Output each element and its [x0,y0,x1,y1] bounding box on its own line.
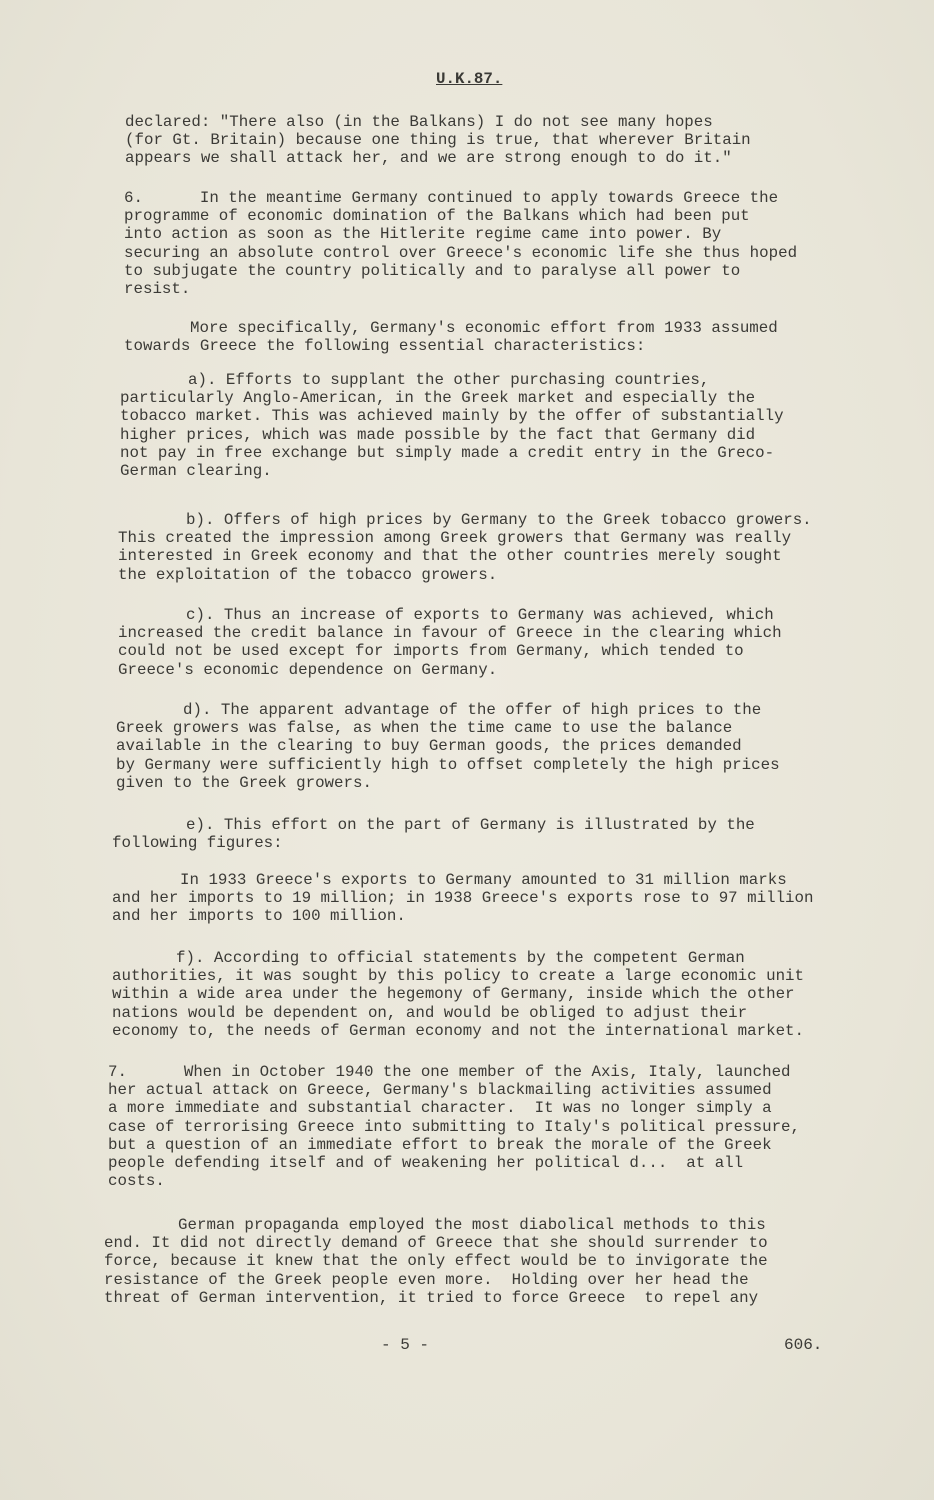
paragraph-item-b-line: interested in Greek economy and that the other countries merely sought [118,547,782,566]
paragraph-item-f-line: economy to, the needs of German economy and not the international market. [112,1021,805,1040]
paragraph-propaganda-line: resistance of the Greek people even more. Holding over her head the [104,1270,749,1289]
paragraph-item-b-line: b). Offers of high prices by Germany to the Greek tobacco growers. [186,511,812,529]
paragraph-section-7-line: her actual attack on Greece, Germany's blackmailing activities assumed [108,1081,772,1100]
paragraph-section-7-line: people defending itself and of weakening her political d... at all [108,1154,744,1172]
paragraph-item-e-line: e). This effort on the part of Germany is illustrated by the [186,816,755,834]
paragraph-item-f-line: authorities, it was sought by this policy to create a large economic unit [112,967,805,986]
paragraph-item-a-line: German clearing. [120,462,272,480]
paragraph-item-b-line: the exploitation of the tobacco growers. [118,565,498,584]
paragraph-item-d-line: Greek growers was false, as when the time came to use the balance [116,719,733,738]
paragraph-section-7-line: costs. [108,1172,165,1191]
paragraph-section-7-line: 7. When in October 1940 the one member of the Axis, Italy, launched [108,1063,791,1081]
paragraph-item-c-line: increased the credit balance in favour of Greece in the clearing which [118,624,782,643]
paragraph-section-7-line: but a question of an immediate effort to break the morale of the Greek [108,1135,772,1154]
paragraph-propaganda-line: end. It did not directly demand of Greece that she should surrender to [104,1234,768,1253]
paragraph-quote-line: (for Gt. Britain) because one thing is true, that wherever Britain [125,131,751,150]
paragraph-item-f-line: f). According to official statements by the competent German [176,949,745,967]
paragraph-item-c-line: could not be used except for imports from Germany, which tended to [118,642,744,661]
paragraph-item-a-line: higher prices, which was made possible by the fact that Germany did [120,425,756,444]
paragraph-section-7-line: a more immediate and substantial character. It was no longer simply a [108,1099,772,1118]
paragraph-item-d-line: given to the Greek growers. [116,773,372,792]
paragraph-section-6-line: 6. In the meantime Germany continued to apply towards Greece the [124,189,779,207]
paragraph-propaganda-line: German propaganda employed the most diabolical methods to this [178,1216,766,1234]
paragraph-item-a-line: a). Efforts to supplant the other purchasing countries, [188,371,710,389]
paragraph-item-f-line: nations would be dependent on, and would be obliged to adjust their [112,1003,748,1022]
paragraph-section-6-line: to subjugate the country politically and to paralyse all power to [124,261,741,280]
document-reference: U.K.87. [436,70,503,88]
paragraph-item-a-line: not pay in free exchange but simply made a credit entry in the Greco- [120,443,775,462]
paragraph-item-e-line: following figures: [112,834,283,853]
paragraph-specifically-line: More specifically, Germany's economic effort from 1933 assumed [190,319,778,337]
paragraph-item-b-line: This created the impression among Greek growers that Germany was really [118,529,792,548]
paragraph-section-6-line: resist. [124,280,191,298]
paragraph-section-6-line: into action as soon as the Hitlerite regime came into power. By [124,225,722,244]
paragraph-propaganda-line: force, because it knew that the only effect would be to invigorate the [104,1252,768,1271]
folio-number: 606. [784,1336,823,1354]
page-number: - 5 - [381,1336,430,1354]
paragraph-propaganda-line: threat of German intervention, it tried to force Greece to repel any [104,1288,759,1307]
paragraph-figures-line: and her imports to 100 million. [112,907,406,926]
paragraph-section-6-line: securing an absolute control over Greece's economic life she thus hoped [124,243,798,262]
paragraph-figures-line: and her imports to 19 million; in 1938 Greece's exports rose to 97 million [112,889,814,908]
paragraph-section-7-line: case of terrorising Greece into submitting to Italy's political pressure, [108,1117,801,1136]
paragraph-item-f-line: within a wide area under the hegemony of Germany, inside which the other [112,985,795,1004]
paragraph-item-c-line: Greece's economic dependence on Germany. [118,660,498,679]
paragraph-item-d-line: available in the clearing to buy German goods, the prices demanded [116,737,742,756]
paragraph-figures-line: In 1933 Greece's exports to Germany amounted to 31 million marks [180,871,787,889]
paragraph-item-c-line: c). Thus an increase of exports to Germany was achieved, which [186,606,774,624]
paragraph-item-a-line: particularly Anglo-American, in the Greek market and especially the [120,389,756,408]
paragraph-quote-line: appears we shall attack her, and we are strong enough to do it." [125,149,732,168]
paragraph-item-d-line: by Germany were sufficiently high to offset completely the high prices [116,755,780,774]
paragraph-quote-line: declared: "There also (in the Balkans) I do not see many hopes [125,113,713,131]
paragraph-item-d-line: d). The apparent advantage of the offer of high prices to the [183,701,762,719]
paragraph-section-6-line: programme of economic domination of the Balkans which had been put [124,207,750,226]
paragraph-item-a-line: tobacco market. This was achieved mainly by the offer of substantially [120,407,784,426]
paragraph-specifically-line: towards Greece the following essential characteristics: [124,337,646,356]
